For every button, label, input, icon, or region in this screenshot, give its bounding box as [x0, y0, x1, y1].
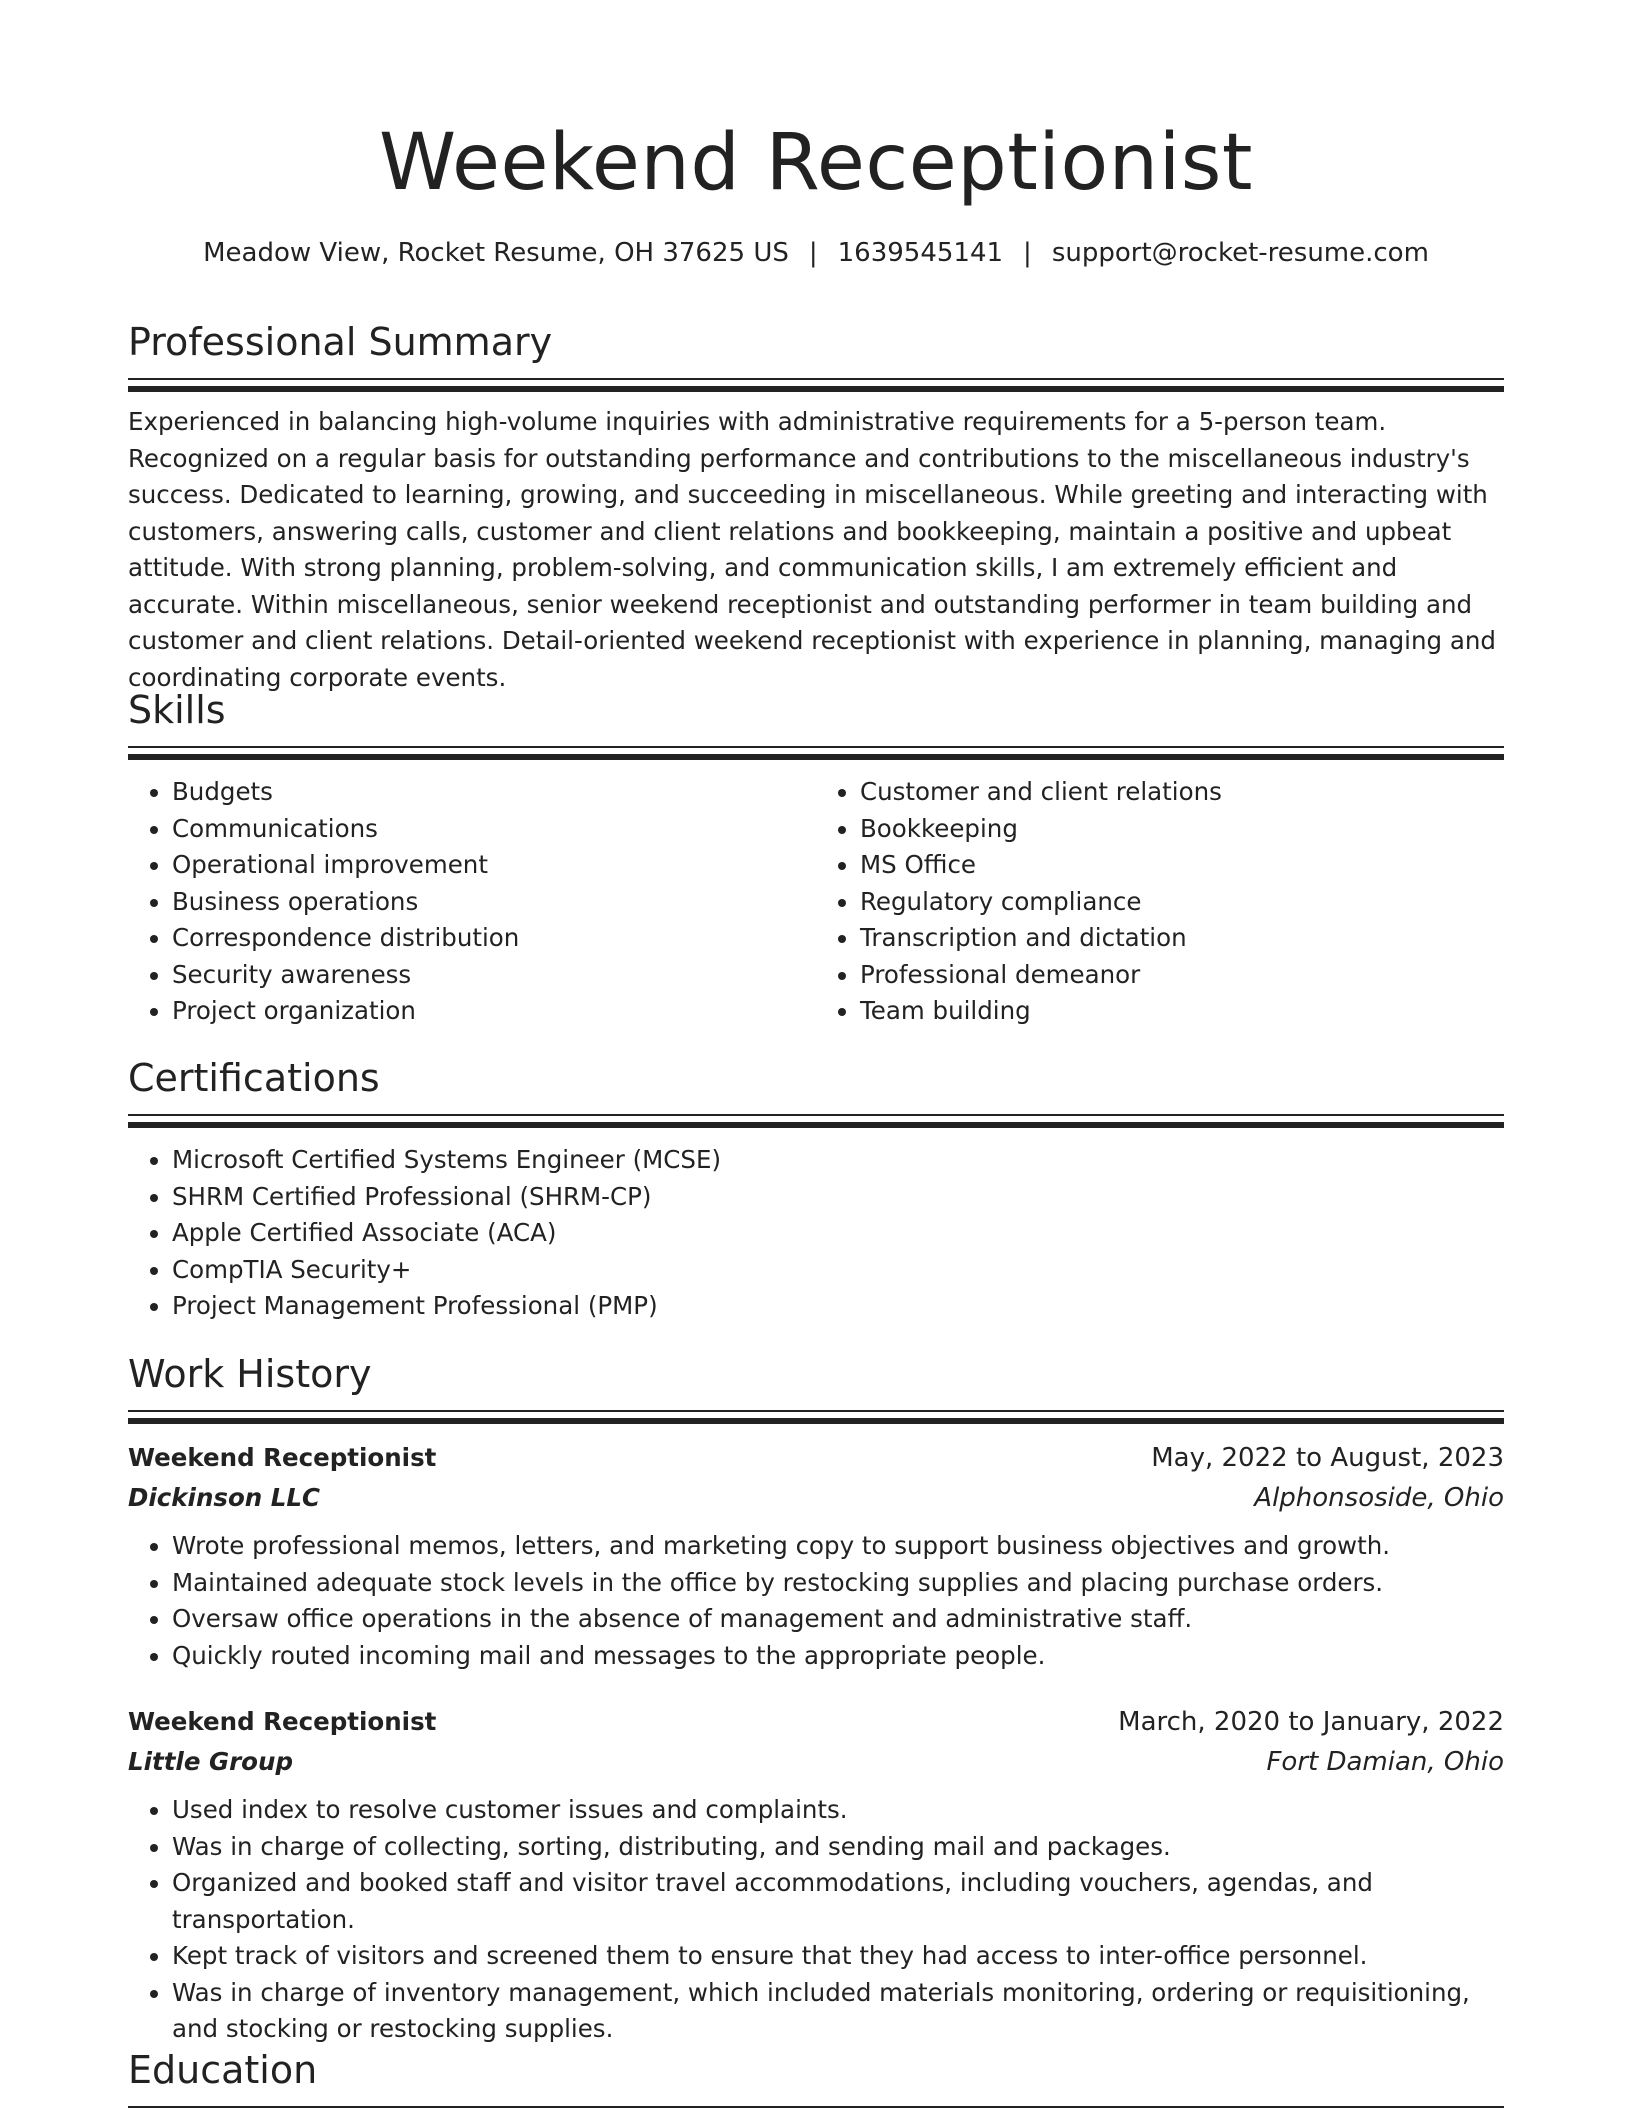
job-entry	[128, 1440, 1504, 1674]
section-divider	[128, 386, 1504, 392]
job-company: Little Group	[128, 1747, 293, 1776]
job-bullet: • Was in charge of collecting, sorting, distributing, and sending mail and packages.	[172, 1829, 1504, 1866]
skill-item: • Operational improvement	[172, 847, 816, 884]
section-divider	[128, 1410, 1504, 1412]
section-divider	[128, 746, 1504, 748]
section-title-skills: Skills	[128, 688, 226, 732]
work-history-section	[128, 1350, 1504, 2048]
skill-item: • Correspondence distribution	[172, 920, 816, 957]
summary-section	[128, 318, 1504, 696]
contact-line	[128, 238, 1504, 268]
section-divider	[128, 1122, 1504, 1128]
certification-item: • Project Management Professional (PMP)	[172, 1288, 1504, 1325]
skills-list-right	[816, 774, 1504, 1030]
certifications-list	[128, 1142, 1504, 1325]
job-header	[128, 1704, 1504, 1740]
section-divider	[128, 378, 1504, 380]
skill-item: • Communications	[172, 811, 816, 848]
certification-item: • CompTIA Security+	[172, 1252, 1504, 1289]
certifications-section	[128, 1054, 1504, 1325]
job-bullet: • Organized and booked staff and visitor travel accommodations, including vouchers, agendas, and transportation.	[172, 1865, 1504, 1938]
skill-item: • Transcription and dictation	[860, 920, 1504, 957]
skills-list-left	[128, 774, 816, 1030]
skill-item: • MS Office	[860, 847, 1504, 884]
contact-separator: |	[1023, 238, 1032, 268]
job-header	[128, 1440, 1504, 1476]
section-divider	[128, 1418, 1504, 1424]
contact-address: Meadow View, Rocket Resume, OH 37625 US	[203, 238, 789, 268]
job-bullet: • Maintained adequate stock levels in the office by restocking supplies and placing purchase orders.	[172, 1565, 1504, 1602]
skill-item: • Security awareness	[172, 957, 816, 994]
certification-item: • SHRM Certified Professional (SHRM-CP)	[172, 1179, 1504, 1216]
skill-item: • Customer and client relations	[860, 774, 1504, 811]
skill-item: • Bookkeeping	[860, 811, 1504, 848]
skill-item: • Team building	[860, 993, 1504, 1030]
section-title-education: Education	[128, 2048, 318, 2092]
contact-email: support@rocket-resume.com	[1051, 238, 1429, 268]
section-divider	[128, 2106, 1504, 2108]
skill-item: • Project organization	[172, 993, 816, 1030]
job-subheader	[128, 1480, 1504, 1516]
education-section	[128, 2046, 1504, 2108]
section-title-work-history: Work History	[128, 1352, 372, 1396]
job-dates: March, 2020 to January, 2022	[1118, 1707, 1504, 1737]
skill-item: • Business operations	[172, 884, 816, 921]
job-title: Weekend Receptionist	[128, 1443, 437, 1472]
job-bullet: • Was in charge of inventory management, which included materials monitoring, ordering or requisitioning, and stocking or restocking supplies.	[172, 1975, 1504, 2048]
candidate-name: Weekend Receptionist	[378, 118, 1254, 208]
section-title-certifications: Certifications	[128, 1056, 380, 1100]
skill-item: • Professional demeanor	[860, 957, 1504, 994]
section-title-summary: Professional Summary	[128, 320, 553, 364]
contact-phone: 1639545141	[837, 238, 1004, 268]
job-bullet: • Used index to resolve customer issues and complaints.	[172, 1792, 1504, 1829]
certification-item: • Apple Certified Associate (ACA)	[172, 1215, 1504, 1252]
section-divider	[128, 1114, 1504, 1116]
contact-separator: |	[808, 238, 818, 268]
job-subheader	[128, 1744, 1504, 1780]
skills-columns	[128, 760, 1504, 1030]
job-dates: May, 2022 to August, 2023	[1151, 1443, 1504, 1473]
skills-section	[128, 686, 1504, 1030]
job-bullets	[128, 1528, 1504, 1674]
summary-text: Experienced in balancing high-volume inquiries with administrative requirements for a 5-person team. Recognized on a regular basis for outstanding performance and contributions to the miscellaneous industry's success. Dedicated to learning, growing, and succeeding in miscellaneous. While greeting and interacting with customers, answering calls, customer and client relations and bookkeeping, maintain a positive and upbeat attitude. With strong planning, problem-solving, and communication skills, I am extremely efficient and accurate. Within miscellaneous, senior weekend receptionist and outstanding performer in team building and customer and client relations. Detail-oriented weekend receptionist with experience in planning, managing and coordinating corporate events.	[128, 407, 1496, 692]
job-bullet: • Wrote professional memos, letters, and marketing copy to support business objectives and growth.	[172, 1528, 1504, 1565]
certification-item: • Microsoft Certified Systems Engineer (MCSE)	[172, 1142, 1504, 1179]
job-entry	[128, 1704, 1504, 2048]
skill-item: • Budgets	[172, 774, 816, 811]
job-bullets	[128, 1792, 1504, 2048]
job-bullet: • Kept track of visitors and screened them to ensure that they had access to inter-office personnel.	[172, 1938, 1504, 1975]
skill-item: • Regulatory compliance	[860, 884, 1504, 921]
job-company: Dickinson LLC	[128, 1483, 320, 1512]
job-bullet: • Quickly routed incoming mail and messages to the appropriate people.	[172, 1638, 1504, 1675]
job-location: Alphonsoside, Ohio	[1254, 1483, 1504, 1513]
job-bullet: • Oversaw office operations in the absence of management and administrative staff.	[172, 1601, 1504, 1638]
job-location: Fort Damian, Ohio	[1266, 1747, 1504, 1777]
job-title: Weekend Receptionist	[128, 1707, 437, 1736]
